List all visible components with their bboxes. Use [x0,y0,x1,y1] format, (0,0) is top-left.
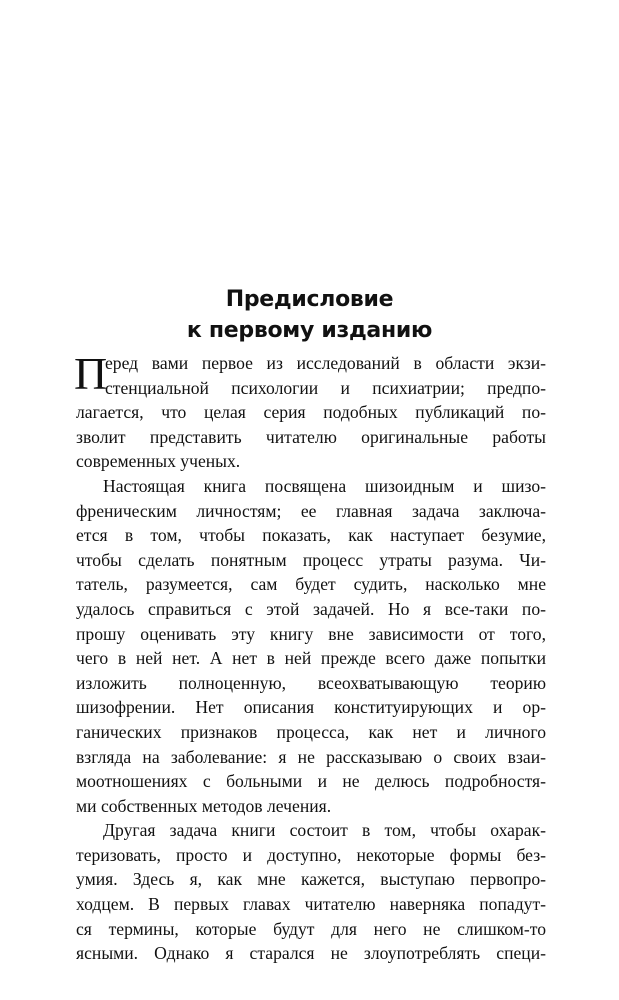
text-line: татель, разумеется, сам будет судить, насколько мне [76,574,546,595]
text-line: ся термины, которые будут для него не слишком-то [76,918,546,939]
text-line: чтобы сделать понятным процесс утраты разума. Чи- [76,549,546,570]
text-line: ходцем. В первых главах читателю наверняка попадут- [76,894,546,915]
text-line: удалось справиться с этой задачей. Но я все-таки по- [76,598,546,619]
heading-line-2: к первому изданию [186,318,433,343]
body-text [74,348,546,966]
text-line: ясными. Однако я старался не злоупотреблять специ- [76,943,546,964]
drop-cap: П [74,348,108,399]
text-line: умия. Здесь я, как мне кажется, выступаю первопро- [76,869,546,890]
heading-line-1: Предисловие [225,287,394,312]
text-line: чего в ней нет. А нет в ней прежде всего даже попытки [76,648,546,669]
text-line: еред вами первое из исследований в области экзи- [105,353,546,373]
text-line: стенциальной психологии и психиатрии; предпо- [105,377,546,398]
text-line: Настоящая книга посвящена шизоидным и шизо- [103,475,546,496]
text-line: теризовать, просто и доступно, некоторые формы без- [76,844,546,865]
text-line: френическим личностям; ее главная задача заключа- [76,500,546,521]
text-line: ми собственных методов лечения. [76,795,332,816]
text-line: ганических признаков процесса, как нет и личного [76,721,546,742]
text-line: изложить полноценную, всеохватывающую теорию [76,672,546,693]
text-line: ется в том, чтобы показать, как наступает безумие, [76,525,546,546]
text-line: зволит представить читателю оригинальные работы [76,426,546,447]
text-line: шизофрении. Нет описания конституирующих и ор- [76,697,546,718]
text-line: Другая задача книги состоит в том, чтобы охарак- [103,820,546,841]
text-line: моотношениях с больными и не делюсь подробностя- [76,771,546,792]
text-line: прошу оценивать эту книгу вне зависимости от того, [76,623,546,644]
chapter-heading [0,284,619,346]
text-line: лагается, что целая серия подобных публикаций по- [76,402,546,423]
text-line: взгляда на заболевание: я не рассказываю о своих взаи- [76,746,546,767]
text-line: современных ученых. [76,451,241,472]
